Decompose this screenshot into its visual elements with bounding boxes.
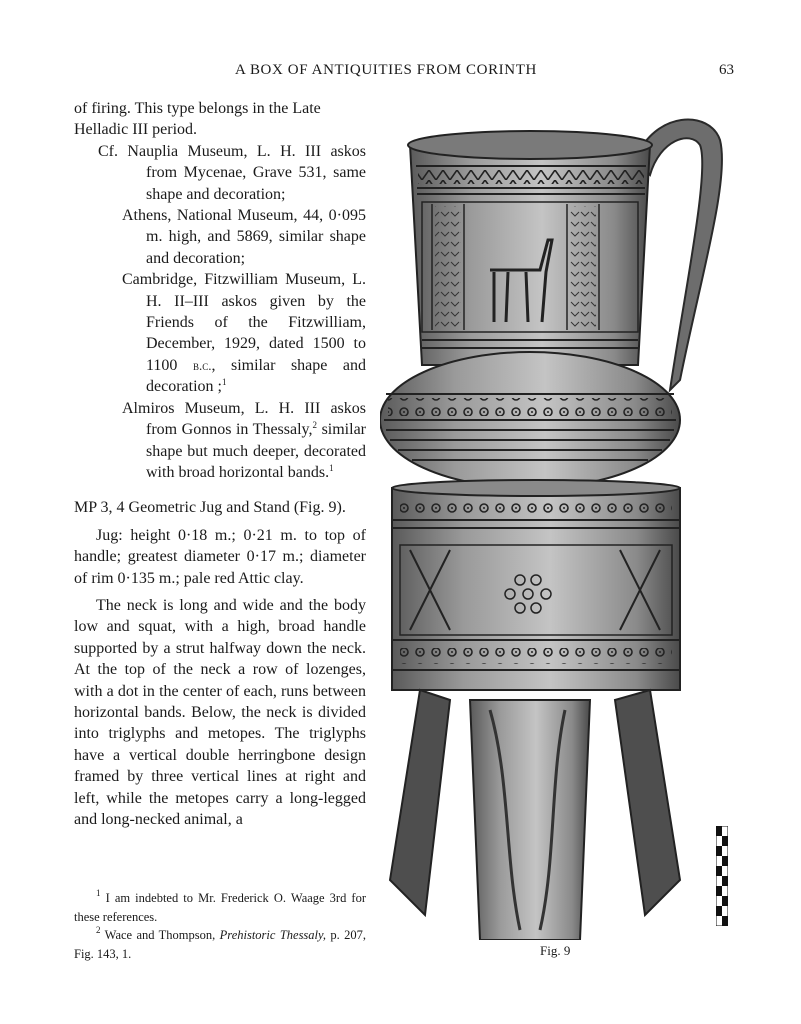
intro-paragraph: of firing. This type belongs in the Late Helladic III period. xyxy=(74,100,321,139)
reference-cambridge xyxy=(74,269,366,397)
footnote-number: 2 xyxy=(96,925,101,936)
reference-almiros-text: Almiros Museum, L. H. III askos from Gonnos in Thessaly, xyxy=(122,399,366,439)
description-paragraph: The neck is long and wide and the body low and squat, with a high, broad handle supported by a strut halfway down the neck. At the top of the neck a row of lozenges, with a dot in the center of each, runs between horizontal bands. Below, the neck is divided into triglyphs and metopes. The triglyphs have a vertical double herringbone design framed by three vertical lines at right and left, while the metopes carry a long-legged and long-necked animal, a xyxy=(74,596,366,828)
catalogue-heading: MP 3, 4 Geometric Jug and Stand (Fig. 9). xyxy=(74,499,346,517)
measurements-paragraph: Jug: height 0·18 m.; 0·21 m. to top of handle; greatest diameter 0·17 m.; diameter of rim 0·135 m.; pale red Attic clay. xyxy=(74,526,366,587)
figure-caption: Fig. 9 xyxy=(540,943,571,958)
footnote-2-end: p. 207, Fig. 143, 1. xyxy=(74,928,367,961)
running-header-title: A BOX OF ANTIQUITIES FROM CORINTH xyxy=(235,62,537,78)
footnote-marker: 1 xyxy=(329,462,334,473)
footnotes xyxy=(74,889,366,963)
neck-lozenge-band xyxy=(418,170,644,184)
page-number: 63 xyxy=(719,62,734,78)
stand-leg-center xyxy=(470,700,590,940)
footnote-2-title: Prehistoric Thessaly, xyxy=(219,928,326,943)
footnote-number: 1 xyxy=(96,888,101,898)
stand-circle-band-bottom xyxy=(400,648,672,664)
footnote-2 xyxy=(74,926,366,963)
jug-and-stand-photo xyxy=(380,100,735,940)
footnote-2-text: Wace and Thompson, xyxy=(100,928,220,943)
stand-leg-right xyxy=(615,690,680,915)
jug-rim xyxy=(408,131,652,159)
reference-almiros xyxy=(74,398,366,484)
stand-leg-left xyxy=(390,690,450,915)
reference-cambridge-end: , similar shape and decoration ; xyxy=(146,356,367,396)
reference-athens: Athens, National Museum, 44, 0·095 m. high, and 5869, similar shape and decoration; xyxy=(122,207,366,267)
reference-cambridge-text: Cambridge, Fitzwilliam Museum, L. H. II–III askos given by the Friends of the Fitzwilliam, December, 1929, dated 1500 to 1100 xyxy=(122,271,366,374)
footnote-marker: 1 xyxy=(221,377,227,388)
reference-almiros-rest: similar shape but much deeper, decorated with broad horizontal bands. xyxy=(146,421,366,481)
footnote-1 xyxy=(74,889,366,926)
stand-circle-band-top xyxy=(400,500,672,516)
body-circle-band xyxy=(388,398,672,416)
reference-nauplia: Cf. Nauplia Museum, L. H. III askos from Mycenae, Grave 531, same shape and decoration; xyxy=(98,142,366,203)
scale-bar xyxy=(716,826,728,926)
footnote-1-text: I am indebted to Mr. Frederick O. Waage 3rd for these references. xyxy=(74,891,366,924)
text-column xyxy=(74,98,366,830)
bc-abbreviation: b.c. xyxy=(192,357,212,373)
footnote-marker: 2 xyxy=(312,420,318,431)
